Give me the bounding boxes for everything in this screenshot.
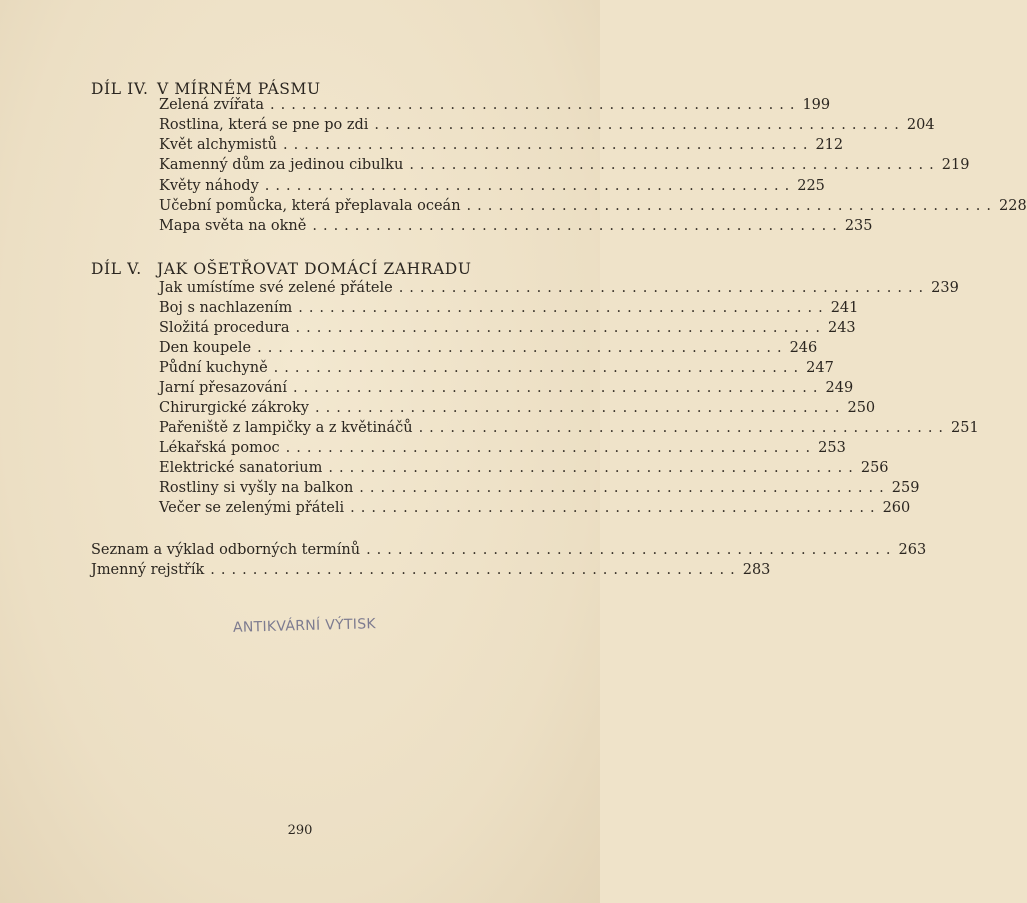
entry-title: Jak umístíme své zelené přátele	[159, 280, 393, 296]
entry-page: 199	[802, 97, 831, 113]
entry-page: 204	[906, 117, 935, 133]
dot-leader: ..................................................	[282, 137, 814, 153]
entry-title: Rostlina, která se pne po zdi	[159, 117, 369, 133]
entry-title: Květ alchymistů	[159, 137, 277, 153]
entry-title: Mapa světa na okně	[159, 218, 307, 234]
page-number: 290	[287, 823, 313, 838]
dot-leader: ..................................................	[264, 178, 796, 194]
entry-page: 251	[951, 420, 979, 436]
toc-entry	[159, 218, 873, 238]
toc-entry	[159, 500, 911, 520]
toc-entry	[159, 340, 818, 360]
entry-page: 239	[931, 280, 959, 296]
toc-entry	[159, 280, 959, 300]
entry-title: Den koupele	[159, 340, 252, 356]
part-number: DÍL IV.	[91, 80, 149, 98]
toc-entry	[159, 117, 935, 137]
part-heading	[91, 260, 472, 278]
dot-leader: ..................................................	[285, 440, 817, 456]
dot-leader: ..................................................	[409, 157, 940, 173]
dot-leader: ..................................................	[350, 500, 881, 516]
entry-page: 263	[898, 542, 927, 558]
dot-leader: ..................................................	[418, 420, 950, 436]
entry-title: Květy náhody	[159, 178, 259, 194]
dot-leader: ..................................................	[398, 280, 930, 296]
entry-page: 260	[882, 500, 911, 516]
toc-entry	[159, 420, 979, 440]
entry-title: Kamenný dům za jedinou cibulku	[159, 157, 404, 173]
entry-page: 247	[806, 360, 834, 376]
entry-title: Chirurgické zákroky	[159, 400, 309, 416]
entry-page: 235	[844, 218, 873, 234]
toc-entry	[159, 400, 876, 420]
entry-page: 243	[827, 320, 856, 336]
dot-leader: ..................................................	[273, 360, 805, 376]
entry-title: Elektrické sanatorium	[159, 460, 323, 476]
part-number: DÍL V.	[91, 260, 142, 278]
toc-entry-back-matter	[91, 542, 927, 562]
toc-entry	[159, 198, 1027, 218]
toc-entry	[159, 97, 831, 117]
entry-page: 228	[999, 198, 1027, 214]
dot-leader: ..................................................	[293, 380, 824, 396]
entry-page: 253	[818, 440, 846, 456]
entry-title: Jmenný rejstřík	[91, 562, 205, 578]
dot-leader: ..................................................	[359, 480, 890, 496]
entry-title: Pařeniště z lampičky a z květináčů	[159, 420, 413, 436]
dot-leader: ..................................................	[366, 542, 897, 558]
entry-page: 225	[797, 178, 825, 194]
entry-page: 259	[891, 480, 920, 496]
dot-leader: ..................................................	[257, 340, 788, 356]
entry-page: 241	[830, 300, 859, 316]
entry-page: 249	[825, 380, 854, 396]
dot-leader: ..................................................	[315, 400, 846, 416]
dot-leader: ..................................................	[298, 300, 829, 316]
antiquarian-stamp: ANTIKVÁRNÍ VÝTISK	[232, 616, 377, 636]
entry-page: 246	[789, 340, 818, 356]
entry-title: Seznam a výklad odborných termínů	[91, 542, 361, 558]
toc-entry	[159, 440, 846, 460]
toc-entry	[159, 300, 859, 320]
entry-title: Boj s nachlazením	[159, 300, 293, 316]
entry-page: 256	[860, 460, 889, 476]
toc-entry	[159, 320, 856, 340]
toc-entry	[159, 157, 970, 177]
entry-title: Lékařská pomoc	[159, 440, 280, 456]
entry-title: Jarní přesazování	[159, 380, 288, 396]
entry-page: 212	[815, 137, 844, 153]
toc-entry	[159, 480, 920, 500]
dot-leader: ..................................................	[328, 460, 859, 476]
entry-title: Složitá procedura	[159, 320, 290, 336]
entry-title: Rostliny si vyšly na balkon	[159, 480, 354, 496]
toc-entry	[159, 380, 854, 400]
dot-leader: ..................................................	[374, 117, 905, 133]
entry-title: Večer se zelenými přáteli	[159, 500, 345, 516]
toc-entry	[159, 360, 834, 380]
part-heading	[91, 80, 321, 98]
part-title: V MÍRNÉM PÁSMU	[157, 80, 321, 98]
entry-page: 250	[847, 400, 876, 416]
toc-entry	[159, 460, 889, 480]
toc-entry	[159, 178, 825, 198]
entry-title: Učební pomůcka, která přeplavala oceán	[159, 198, 461, 214]
dot-leader: ..................................................	[312, 218, 843, 234]
entry-title: Půdní kuchyně	[159, 360, 268, 376]
dot-leader: ..................................................	[210, 562, 741, 578]
entry-page: 283	[742, 562, 771, 578]
dot-leader: ..................................................	[295, 320, 826, 336]
toc-entry	[159, 137, 844, 157]
entry-title: Zelená zvířata	[159, 97, 264, 113]
dot-leader: ..................................................	[269, 97, 801, 113]
dot-leader: ..................................................	[466, 198, 998, 214]
part-title: JAK OŠETŘOVAT DOMÁCÍ ZAHRADU	[157, 260, 472, 278]
entry-page: 219	[941, 157, 970, 173]
toc-entry-back-matter	[91, 562, 771, 582]
